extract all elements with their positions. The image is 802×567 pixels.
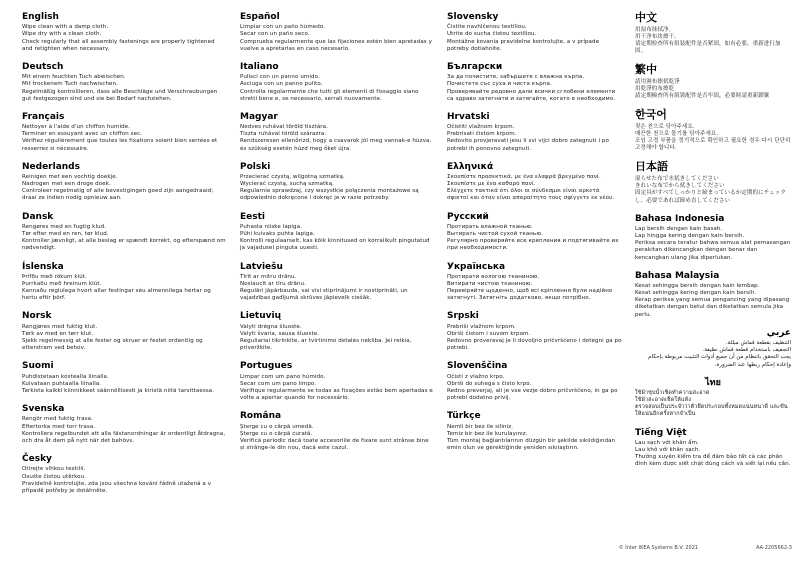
language-heading-ellinika: Ελληνικά bbox=[447, 161, 494, 172]
care-instructions-text-cesky: Otírejte vlhkou textilií. Osušte čistou utěrkou. Pravidelně kontrolujte, zda jsou všechna kování řádně utažená a v případě potřeby je dotáhněte. bbox=[22, 466, 212, 494]
care-instructions-text-slovenscina: Očisti z vlažno krpo. Obriši do suhega s čisto krpo. Redno preverjaj, ali je vse vezje dobro pričvrščeno, in ga po potrebi dodatno privij. bbox=[447, 373, 618, 402]
language-section-hrvatski bbox=[447, 112, 622, 153]
language-heading-slovenscina: Slovenščina bbox=[447, 361, 508, 372]
language-section-latviesu bbox=[240, 262, 434, 303]
care-instructions-text-zhongwen-simplified: 用湿布抹拭净。 用干净布块擦干。 请定期检查所有组装配件是否紧固，如有必要，重新进行加固。 bbox=[635, 26, 781, 55]
care-instructions-text-magyar: Nedves ruhával töröld tisztára. Tiszta ruhával töröld szárazra. Rendszeresen ellenőrizd, hogy a csavarok jól meg vannak-e húzva, és szükség esetén húzd meg őket újra. bbox=[240, 124, 432, 152]
care-instructions-text-nihongo: 湿らせた布で水拭きしてください きれいな布でから拭きしてください 固定具がすべてしっかりと締まっているか定期的にチェックし、必要であれば締め直してください bbox=[635, 176, 786, 204]
language-heading-bulgarski: Български bbox=[447, 61, 503, 72]
language-section-dansk bbox=[22, 212, 227, 253]
language-heading-suomi: Suomi bbox=[22, 361, 54, 372]
language-section-turkce bbox=[447, 411, 622, 452]
page-footer bbox=[619, 545, 792, 551]
care-instructions-text-bahasa-indonesia: Lap bersih dengan kain basah. Lap hingga kering dengan kain bersih. Periksa secara teratur bahwa semua alat pemasangan perakitan dikencangkan dengan benar dan kencangkan ulang jika diperlukan. bbox=[635, 226, 791, 261]
language-section-italiano bbox=[240, 62, 434, 103]
language-section-zhongwen-simplified bbox=[635, 12, 791, 55]
care-instructions-text-espanol: Limpiar con un paño húmedo. Secar con un paño seco. Comprueba regularmente que las fijaciones estén bien apretadas y vuelve a apretarlas en caso necesario. bbox=[240, 24, 432, 52]
language-section-espanol bbox=[240, 12, 434, 53]
care-instructions-text-nederlands: Reinigen met een vochtig doekje. Nadrogen met een droge doek. Controleer regelmatig of alle bevestigingen goed zijn aangedraaid; draai ze indien nodig opnieuw aan. bbox=[22, 174, 214, 202]
language-section-arabic bbox=[635, 328, 791, 369]
language-heading-espanol: Español bbox=[240, 12, 280, 22]
language-section-tieng-viet bbox=[635, 428, 791, 469]
language-section-polski bbox=[240, 162, 434, 203]
language-heading-svenska: Svenska bbox=[22, 404, 65, 415]
language-heading-thai: ไทย bbox=[705, 377, 721, 388]
column-3 bbox=[447, 12, 622, 461]
language-heading-dansk: Dansk bbox=[22, 211, 54, 222]
language-heading-bahasa-malaysia: Bahasa Malaysia bbox=[635, 270, 720, 281]
care-instructions-text-slovensky: Čistite navhlčenou textíliou. Utrite do sucha čistou textíliou. Montážne kovania pravidelne kontrolujte, a v prípade potreby dotiahnite. bbox=[447, 24, 600, 52]
language-section-zhongwen-traditional bbox=[635, 64, 791, 100]
care-instructions-text-eesti: Puhasta niiske lapiga. Pühi kuivaks puhta lapiga. Kontrolli regulaarselt, kas kõik kinnitused on korralikult pingutatud ja vajadusel pinguta uuesti. bbox=[240, 223, 430, 252]
care-instructions-text-islenska: Þrífðu með rökum klút. Þurrkaðu með hreinum klút. Kannaðu reglulega hvort allar festingar séu almennilega hertar og hertu eftir þörf. bbox=[22, 273, 211, 302]
language-heading-lietuviu: Lietuvių bbox=[240, 311, 281, 322]
language-heading-francais: Français bbox=[22, 111, 65, 122]
language-heading-cesky: Česky bbox=[22, 454, 52, 465]
care-instructions-text-turkce: Nemli bir bez ile siliniz. Temiz bir bez ile kurulayınız. Tüm montaj bağlantılarının düzgün bir şekilde sıkıldığından emin olun ve gerektiğinde yeniden sıkılaştırın. bbox=[447, 423, 616, 452]
copyright-text: © Inter IKEA Systems B.V. 2021 bbox=[618, 545, 699, 551]
language-heading-zhongwen-traditional: 繁中 bbox=[635, 63, 657, 77]
care-instructions-text-svenska: Rengör med fuktig trasa. Eftertorka med torr trasa. Kontrollera regelbundet att alla fästanordningar är ordentligt åtdragna, och dra åt dem på nytt när det behövs. bbox=[22, 416, 226, 444]
care-instructions-text-polski: Przecierać czystą, wilgotną szmatką. Wycierać czystą, suchą szmatką. Regularnie sprawdzaj, czy wszystkie połączenia montażowe są odpowiednio dokręcone i dokręć je w razie potrzeby. bbox=[240, 174, 419, 202]
care-instructions-text-dansk: Rengøres med en fugtig klud. Tør efter med en ren, tør klud. Kontroller jævnligt, at alle beslag er spændt korrekt, og efterspænd om nødvendigt. bbox=[22, 223, 226, 252]
language-section-cesky bbox=[22, 454, 227, 495]
care-instructions-text-italiano: Pulisci con un panno umido. Asciuga con un panno pulito. Controlla regolarmente che tutti gli elementi di fissaggio siano stretti bene e, se necessario, serrali nuovamente. bbox=[240, 74, 419, 102]
language-heading-romana: Româna bbox=[240, 411, 282, 422]
care-instructions-text-bulgarski: За да почистите, забършете с влажна кърпа. Почистете със суха и чиста кърпа. Проверявайте редовно дали всички сглобени елементи са здраво затегнати и затягайте, когато е необходимо. bbox=[447, 74, 616, 102]
columns bbox=[22, 12, 792, 504]
language-section-francais bbox=[22, 112, 227, 153]
language-heading-srpski: Srpski bbox=[447, 311, 479, 322]
care-instructions-text-norsk: Rengjøres med fuktig klut. Tørk av med en tørr klut. Sjekk regelmessig at alle fester og skruer er festet ordentlig og etterstram ved behov. bbox=[22, 323, 203, 352]
care-instructions-text-francais: Nettoyer à l'aide d'un chiffon humide. Terminer en essuyant avec un chiffon sec. Vérifiez régulièrement que toutes les fixations soient bien serrées et resserrez si nécessaire. bbox=[22, 124, 218, 152]
care-instructions-text-english: Wipe clean with a damp cloth. Wipe dry with a clean cloth. Check regularly that all assembly fastenings are properly tightened and retighten when necessary. bbox=[22, 24, 215, 52]
language-section-bahasa-malaysia bbox=[635, 271, 791, 319]
language-heading-bahasa-indonesia: Bahasa Indonesia bbox=[635, 213, 725, 224]
language-section-slovenscina bbox=[447, 361, 622, 402]
language-heading-latviesu: Latviešu bbox=[240, 261, 283, 272]
language-heading-nederlands: Nederlands bbox=[22, 161, 80, 172]
language-heading-arabic: عربي bbox=[766, 327, 791, 338]
language-section-english bbox=[22, 12, 227, 53]
language-heading-portugues: Portugues bbox=[240, 361, 293, 372]
care-instructions-text-srpski: Prebriši vlažnom krpom. Obriši čistom i suvom krpom. Redovno proveravaj je li dovoljno pričvršćeno i dotegni ga po potrebi. bbox=[447, 323, 622, 352]
language-heading-zhongwen-simplified: 中文 bbox=[635, 11, 657, 24]
care-instructions-text-zhongwen-traditional: 請用濕布擦拭乾淨 用乾淨的布擦乾 請定期檢查所有組裝配件是否牢固，必要時請重新鎖緊 bbox=[635, 78, 770, 100]
language-heading-tieng-viet: Tiếng Việt bbox=[635, 427, 687, 438]
care-instructions-text-thai: ใช้ผ้าชุบน้ำเช็ดทำความสะอาด ใช้ผ้าสะอาดเช็ดให้แห้ง ตรวจสอบเป็นประจำว่าตัวยึดประกอบทั้งหมดแน่นหนาดี และขันให้แน่นอีกครั้งหากจำเป็น bbox=[635, 390, 788, 418]
language-section-ukrainska bbox=[447, 262, 622, 303]
language-heading-eesti: Eesti bbox=[240, 211, 265, 222]
care-instructions-text-tieng-viet: Lau sạch với khăn ẩm. Lau khô với khăn sạch. Thường xuyên kiểm tra để đảm bảo tất cả các phần đính kèm được siết chặt đúng cách và siết lại nếu cần. bbox=[635, 439, 791, 468]
language-heading-deutsch: Deutsch bbox=[22, 61, 64, 72]
column-1 bbox=[22, 12, 227, 504]
language-section-bulgarski bbox=[447, 62, 622, 103]
language-section-eesti bbox=[240, 212, 434, 253]
language-section-nederlands bbox=[22, 162, 227, 203]
language-section-magyar bbox=[240, 112, 434, 153]
care-instructions-text-deutsch: Mit einem feuchten Tuch abwischen. Mit trockenem Tuch nachwischen. Regelmäßig kontrollieren, dass alle Beschläge und Verschraubungen gut festgezogen sind und sie bei Bedarf nachziehen. bbox=[22, 74, 218, 102]
care-instructions-text-arabic: التنظيف بقطعة قماش مبللة. التجفيف باستخدام قطعة قماش نظيفة. يجب التحقق بانتظام من أن جميع أدوات التثبيت مربوطة بإحكام وإعادة إحكام ربطها عند الضرورة. bbox=[648, 340, 791, 368]
column-4 bbox=[635, 12, 791, 477]
language-heading-islenska: Íslenska bbox=[22, 261, 64, 272]
language-section-norsk bbox=[22, 311, 227, 352]
care-instructions-text-suomi: Puhdistetaan kostealla liinalla. Kuivataan puhtaalla liinalla. Tarkista kaikki kiinnikkeet säännöllisesti ja kiristä niitä tarvittaessa. bbox=[22, 373, 215, 394]
language-heading-english: English bbox=[22, 12, 59, 22]
language-heading-polski: Polski bbox=[240, 161, 271, 172]
language-heading-norsk: Norsk bbox=[22, 311, 52, 322]
language-section-portugues bbox=[240, 361, 434, 402]
language-heading-hrvatski: Hrvatski bbox=[447, 111, 490, 122]
care-instructions-text-romana: Șterge cu o cârpă umedă. Șterge cu o cârpă curată. Verifică periodic dacă toate accesoriile de fixare sunt strânse bine și strânge-le din nou, dacă este cazul. bbox=[240, 423, 429, 452]
language-heading-nihongo: 日本語 bbox=[635, 160, 668, 174]
care-instructions-text-ukrainska: Протирати вологою тканиною. Витирати чистою тканиною. Перевіряйте щоденно, щоб всі кріплення були надійно затягнуті. Затягніть додатково, якщо потрібно. bbox=[447, 273, 613, 302]
language-section-bahasa-indonesia bbox=[635, 214, 791, 262]
document-number: AA-2205662-3 bbox=[756, 545, 792, 551]
language-section-russkiy bbox=[447, 212, 622, 253]
language-section-slovensky bbox=[447, 12, 622, 53]
care-instructions-text-latviesu: Tīrīt ar mitru drānu. Noslaucīt ar tīru drānu. Regulāri jāpārbauda, vai visi stiprinājumi ir nostiprināti, un vajadzības gadījumā skrūves jāpievelk ciešāk. bbox=[240, 273, 408, 302]
language-heading-italiano: Italiano bbox=[240, 61, 279, 72]
language-heading-turkce: Türkçe bbox=[447, 411, 481, 422]
care-instructions-text-portugues: Limpar com um pano húmido. Secar com um pano limpo. Verifique regularmente se todas as fixações estão bem apertadas e volte a apertar quando for necessário. bbox=[240, 373, 433, 402]
language-section-ellinika bbox=[447, 162, 622, 203]
care-instructions-text-russkiy: Протирать влажной тканью. Вытирать чистой сухой тканью. Регулярно проверяйте все крепления и подтягивайте их при необходимости. bbox=[447, 223, 619, 252]
language-section-deutsch bbox=[22, 62, 227, 103]
language-section-islenska bbox=[22, 262, 227, 303]
care-instructions-text-ellinika: Σκουπίστε προσεκτικά, με ένα ελαφρά βρεγμένο πανί. Σκουπίστε με ένα καθαρό πανί. Ελέγχετε τακτικά ότι όλοι οι σύνδεσμοι είναι αρκετά σφικτοί και όταν είναι απαραίτητο τους σφίγγετε εκ νέου. bbox=[447, 174, 615, 202]
language-section-lietuviu bbox=[240, 311, 434, 352]
language-section-suomi bbox=[22, 361, 227, 395]
language-heading-russkiy: Русский bbox=[447, 211, 489, 222]
column-2 bbox=[240, 12, 434, 461]
language-heading-hangugeo: 한국어 bbox=[635, 108, 667, 122]
care-instructions-text-bahasa-malaysia: Kesat sehingga bersih dengan kain lembap. Kesat sehingga kering dengan kain bersih. Kerap periksa yang semua pengancing yang dipasang diketatkan dengan betul dan diketatkan semula jika perlu. bbox=[635, 283, 790, 318]
language-section-hangugeo bbox=[635, 109, 791, 152]
care-instructions-text-hrvatski: Očistiti vlažnom krpom. Prebrisati čistom krpom. Redovito provjeravati jesu li svi vijci dobro zategnuti i po potrebi ih ponovno zategnuti. bbox=[447, 124, 609, 152]
language-heading-slovensky: Slovensky bbox=[447, 12, 499, 22]
language-section-thai bbox=[635, 378, 791, 419]
care-instructions-text-hangugeo: 젖은 천으로 닦아주세요. 매끈한 천으로 물기를 닦아주세요. 조임 고정 부품을 정기적으로 확인하고 필요한 경우 다시 단단히 고정해야 합니다. bbox=[635, 123, 791, 152]
language-heading-ukrainska: Українська bbox=[447, 261, 506, 272]
language-section-svenska bbox=[22, 404, 227, 445]
care-instructions-text-lietuviu: Valyti drėgna šluoste. Valyti švaria, sausa šluoste. Reguliariai tikrinkite, ar tvirtinimo detalės nekliba. Jei reikia, priveržkite. bbox=[240, 323, 412, 352]
language-section-nihongo bbox=[635, 161, 791, 204]
language-heading-magyar: Magyar bbox=[240, 111, 278, 122]
language-section-romana bbox=[240, 411, 434, 452]
language-section-srpski bbox=[447, 311, 622, 352]
